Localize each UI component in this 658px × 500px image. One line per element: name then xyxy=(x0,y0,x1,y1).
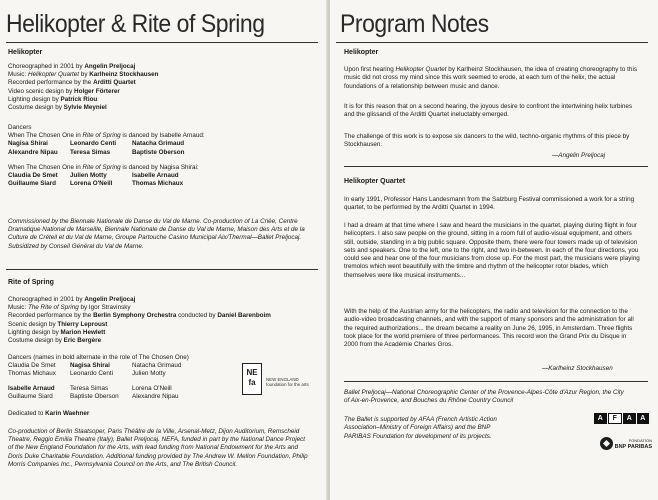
afaa-logo: A F A A xyxy=(594,413,650,424)
right-page xyxy=(330,0,658,500)
cast-1: Claudia De Smet Nagisa Shirai Natacha Grimaud Thomas Michaux Leonardo Centi Julien Motty xyxy=(8,362,182,378)
dedication: Dedicated to Karin Waehner xyxy=(8,410,90,417)
quartet-paragraph: In early 1991, Professor Hans Landesmann from the Salzburg Festival commissioned a work for a string quartet, to be performed by the Arditti Quartet in 1994. xyxy=(344,196,635,212)
cast-2: Claudia De Smet Julien Motty Isabelle Arnaud Guillaume Siard Lorena O'Neill Thomas Michaux xyxy=(8,172,184,188)
section-rule xyxy=(6,269,318,270)
bnp-star-icon xyxy=(600,437,613,450)
credit-line: Costume design by Sylvie Meyniel xyxy=(8,104,107,112)
credit-line: Video scenic design by Holger Förterer xyxy=(8,87,120,95)
notes-paragraph: It is for this reason that on a second hearing, the joyous desire to confront the intertwining helix turbines and the glissandi of the Arditti Quartet ineluctably emerged. xyxy=(344,103,633,119)
quartet-paragraph: I had a dream at that time where I saw and heard the musicians in the quartet, playing during flight in four helicopters. I also saw people on the ground, sitting in a room full of audio-visual equipment, and others still, outside, standing in a big public square. Opposite them, there were four towers made up of television sets and speakers. One to the left, one to the right, and two in-between. In each of the four directions, you could see and hear one of the four musicians from close up. For the most part, the musicians were playing tremolos which went beautifully with the timbre and rhythm of the helicopter rotor blades, which themselves were like musical instruments... xyxy=(344,222,640,279)
dancers-label: Dancers (names in bold alternate in the role of The Chosen One) xyxy=(8,354,189,361)
section-heading-helikopter-notes: Helikopter xyxy=(344,49,379,56)
credit-line: Costume design by Eric Bergère xyxy=(8,337,102,345)
helikopter-credits xyxy=(8,63,159,112)
cast-line-2: When The Chosen One in Rite of Spring is danced by Nagisa Shirai: xyxy=(8,163,199,171)
credit-line: Scenic design by Thierry Leproust xyxy=(8,320,108,328)
helikopter-commission: Commissioned by the Biennale Nationale de Danse du Val de Marne. Co-production of La Criée, Centre Dramatique National de Marseille, Biennale Nationale de Danse du Val de Marne, Maison des Arts et de la Culture de Créteil et du Val de Marne, Groupe Partouche Casino Municipal Aix/Thermal—Ballet Preljocaj. Subsidized by Conseil Général du Val de Marne. xyxy=(8,218,305,250)
credit-line: Choreographed in 2001 by Angelin Preljocaj xyxy=(8,63,136,70)
signature: —Karlheinz Stockhausen xyxy=(542,365,613,372)
rite-dancers xyxy=(8,354,212,401)
cast-line-1: When The Chosen One in Rite of Spring is danced by Isabelle Arnaud: xyxy=(8,132,205,140)
credit-line: Choreographed in 2001 by Angelin Preljocaj xyxy=(8,296,136,303)
helikopter-dancers xyxy=(8,124,212,188)
footer-paragraph: Ballet Preljocaj—National Choreographic Center of the Provence-Alpes-Côte d'Azur Region, the City of Aix-en-Provence, and Bouches du Rhône Country Council xyxy=(344,389,624,405)
section-heading-helikopter: Helikopter xyxy=(8,49,43,56)
section-heading-rite: Rite of Spring xyxy=(8,279,54,286)
signature: —Angelin Preljocaj xyxy=(552,152,606,159)
credit-line: Music: The Rite of Spring by Igor Stravinsky xyxy=(8,304,131,312)
notes-paragraph: Upon first hearing Helikopter Quartet by Karlheinz Stockhausen, the idea of creating choreography to this music did not cross my mind since this work seemed to erode, at each turn of the helix, the actual foundations of a relationship between music and dance. xyxy=(344,66,637,90)
title-rule xyxy=(336,42,648,43)
cast-2: Isabelle Arnaud Teresa Simas Lorena O'Neill Guillaume Siard Baptiste Oberson Alexandre Nipau xyxy=(8,384,179,400)
nefa-caption: NEW ENGLAND foundation for the arts xyxy=(266,377,309,387)
credit-line: Music: Helikopter Quartet by Karlheinz Stockhausen xyxy=(8,71,159,79)
quartet-paragraph: With the help of the Austrian army for the helicopters, the radio and television for the connection to the audio-video broadcasting channels, and with the support of many sponsors and the administration for all the required authorizations... the dream became a reality on June 26, 1995, in Amsterdam. Three flights took place for the world premiere of three performances. This record won the Grand Prix du Disque in 2000 from the Académie Charles Gros. xyxy=(344,308,634,349)
credit-line: Lighting design by Marion Hewlett xyxy=(8,328,106,336)
notes-paragraph: The challenge of this work is to expose six dancers to the wild, techno-organic rhythms of this piece by Stockhausen. xyxy=(344,133,630,149)
left-page xyxy=(0,0,328,500)
nefa-logo: NE fa xyxy=(242,363,262,395)
credit-line: Lighting design by Patrick Riou xyxy=(8,95,98,103)
cast-1: Nagisa Shirai Leonardo Centi Natacha Grimaud Alexandre Nipau Teresa Simas Baptiste Oberson xyxy=(8,140,185,156)
dancers-label: Dancers xyxy=(8,124,32,131)
footer-paragraph: The Ballet is supported by AFAA (French Artistic Action Association–Ministry of Foreign Affairs) and the BNP PARIBAS Foundation for development of its projects. xyxy=(344,416,497,440)
credit-line: Recorded performance by the Arditti Quartet xyxy=(8,79,136,87)
credit-line: Recorded performance by the Berlin Symphony Orchestra conducted by Daniel Barenboim xyxy=(8,312,271,320)
page-title-right: Program Notes xyxy=(340,10,489,38)
page-title-left: Helikopter & Rite of Spring xyxy=(6,10,265,38)
section-rule xyxy=(344,166,648,167)
section-heading-quartet: Helikopter Quartet xyxy=(344,178,406,185)
title-rule xyxy=(6,42,318,43)
bnp-paribas-logo: FONDATION BNP PARIBAS xyxy=(600,437,652,459)
rite-credits xyxy=(8,296,271,345)
section-rule xyxy=(344,381,648,382)
rite-coproduction: Co-production of Berlin Staatsoper, Paris Théâtre de la Ville, Arsenal-Metz, Dijon Auditorium, Remscheid Theatre, Reggio Emilia Theatre (Italy), Ballet Preljocaj. NEFA, funded in part by the National Dance Project of the New England Foundation for the Arts, with lead funding from National Endowment for the Arts and Doris Duke Charitable Foundation. Additional funding provided by The Andrew W. Mellon Foundation, Philip Morris Companies Inc., Pennsylvania Council on the Arts, and The British Council. xyxy=(8,428,308,468)
